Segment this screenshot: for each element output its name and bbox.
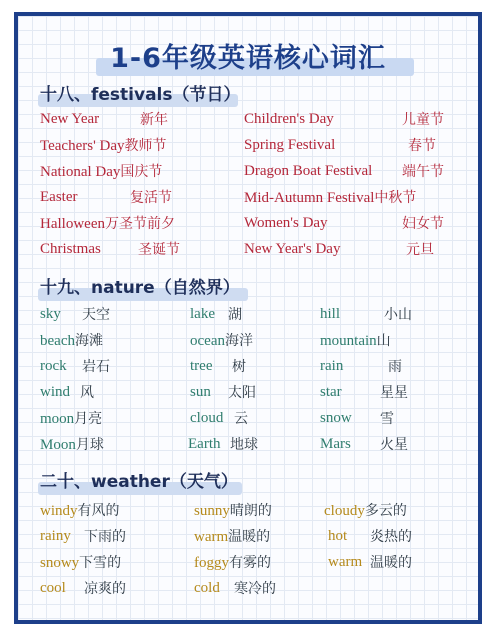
list-item: sky: [40, 306, 61, 322]
list-item: windy有风的: [40, 503, 120, 519]
list-item: star: [320, 384, 342, 400]
list-item: cloudy多云的: [324, 503, 407, 519]
list-item: 火星: [380, 437, 408, 453]
list-item: rain: [320, 358, 344, 374]
list-item: 温暖的: [370, 555, 412, 571]
page-title: 1-6年级英语核心词汇: [110, 43, 386, 74]
list-item: 春节: [408, 138, 436, 154]
list-item: 雪: [380, 411, 394, 427]
list-item: Earth: [188, 436, 221, 452]
list-item: Women's Day: [244, 215, 328, 231]
list-item: New Year: [40, 111, 100, 127]
list-item: tree: [190, 358, 213, 374]
list-item: wind: [40, 384, 70, 400]
list-item: 凉爽的: [84, 581, 126, 597]
list-item: Dragon Boat Festival: [244, 163, 373, 179]
list-item: Christmas: [40, 241, 101, 257]
list-item: Spring Festival: [244, 137, 336, 153]
list-item: ocean海洋: [190, 333, 253, 349]
list-item: 圣诞节: [138, 242, 180, 258]
list-item: 新年: [140, 112, 168, 128]
list-item: sun: [190, 384, 211, 400]
list-item: Mars: [320, 436, 351, 452]
list-item: 端午节: [402, 164, 444, 180]
list-item: New Year's Day: [244, 241, 341, 257]
list-item: 地球: [230, 437, 258, 453]
list-item: National Day国庆节: [40, 164, 163, 180]
list-item: Children's Day: [244, 111, 334, 127]
weather-heading: 二十、weather（天气）: [40, 472, 238, 492]
list-item: rock: [40, 358, 67, 374]
list-item: cold: [194, 580, 220, 596]
list-item: Mid-Autumn Festival中秋节: [244, 190, 417, 206]
list-item: warm: [328, 554, 363, 570]
list-item: 下雨的: [84, 529, 126, 545]
list-item: hot: [328, 528, 348, 544]
list-item: Halloween万圣节前夕: [40, 216, 175, 232]
list-item: 炎热的: [370, 529, 412, 545]
list-item: cool: [40, 580, 66, 596]
list-item: 风: [80, 385, 94, 401]
list-item: beach海滩: [40, 333, 103, 349]
list-item: 妇女节: [402, 216, 444, 232]
list-item: rainy: [40, 528, 71, 544]
list-item: Easter: [40, 189, 78, 205]
list-item: snowy下雪的: [40, 555, 122, 571]
list-item: 元旦: [406, 242, 434, 258]
list-item: snow: [320, 410, 352, 426]
list-item: 小山: [384, 307, 412, 323]
list-item: 岩石: [82, 359, 110, 375]
vocabulary-sheet: [14, 12, 482, 624]
list-item: 儿童节: [402, 112, 444, 128]
list-item: lake: [190, 306, 215, 322]
list-item: cloud: [190, 410, 224, 426]
list-item: 云: [234, 411, 248, 427]
list-item: 雨: [388, 359, 402, 375]
list-item: 寒冷的: [234, 581, 276, 597]
list-item: warm温暖的: [194, 529, 271, 545]
nature-heading: 十九、nature（自然界）: [40, 278, 240, 298]
list-item: Moon月球: [40, 437, 104, 453]
list-item: 天空: [82, 307, 110, 323]
list-item: 太阳: [228, 385, 256, 401]
list-item: 复活节: [130, 190, 172, 206]
list-item: sunny晴朗的: [194, 503, 272, 519]
list-item: Teachers' Day教师节: [40, 138, 167, 154]
list-item: hill: [320, 306, 341, 322]
festivals-heading: 十八、festivals（节日）: [40, 85, 241, 105]
list-item: mountain山: [320, 333, 391, 349]
list-item: 湖: [228, 307, 242, 323]
list-item: moon月亮: [40, 411, 103, 427]
list-item: 星星: [380, 385, 408, 401]
list-item: foggy有雾的: [194, 555, 271, 571]
list-item: 树: [232, 359, 246, 375]
